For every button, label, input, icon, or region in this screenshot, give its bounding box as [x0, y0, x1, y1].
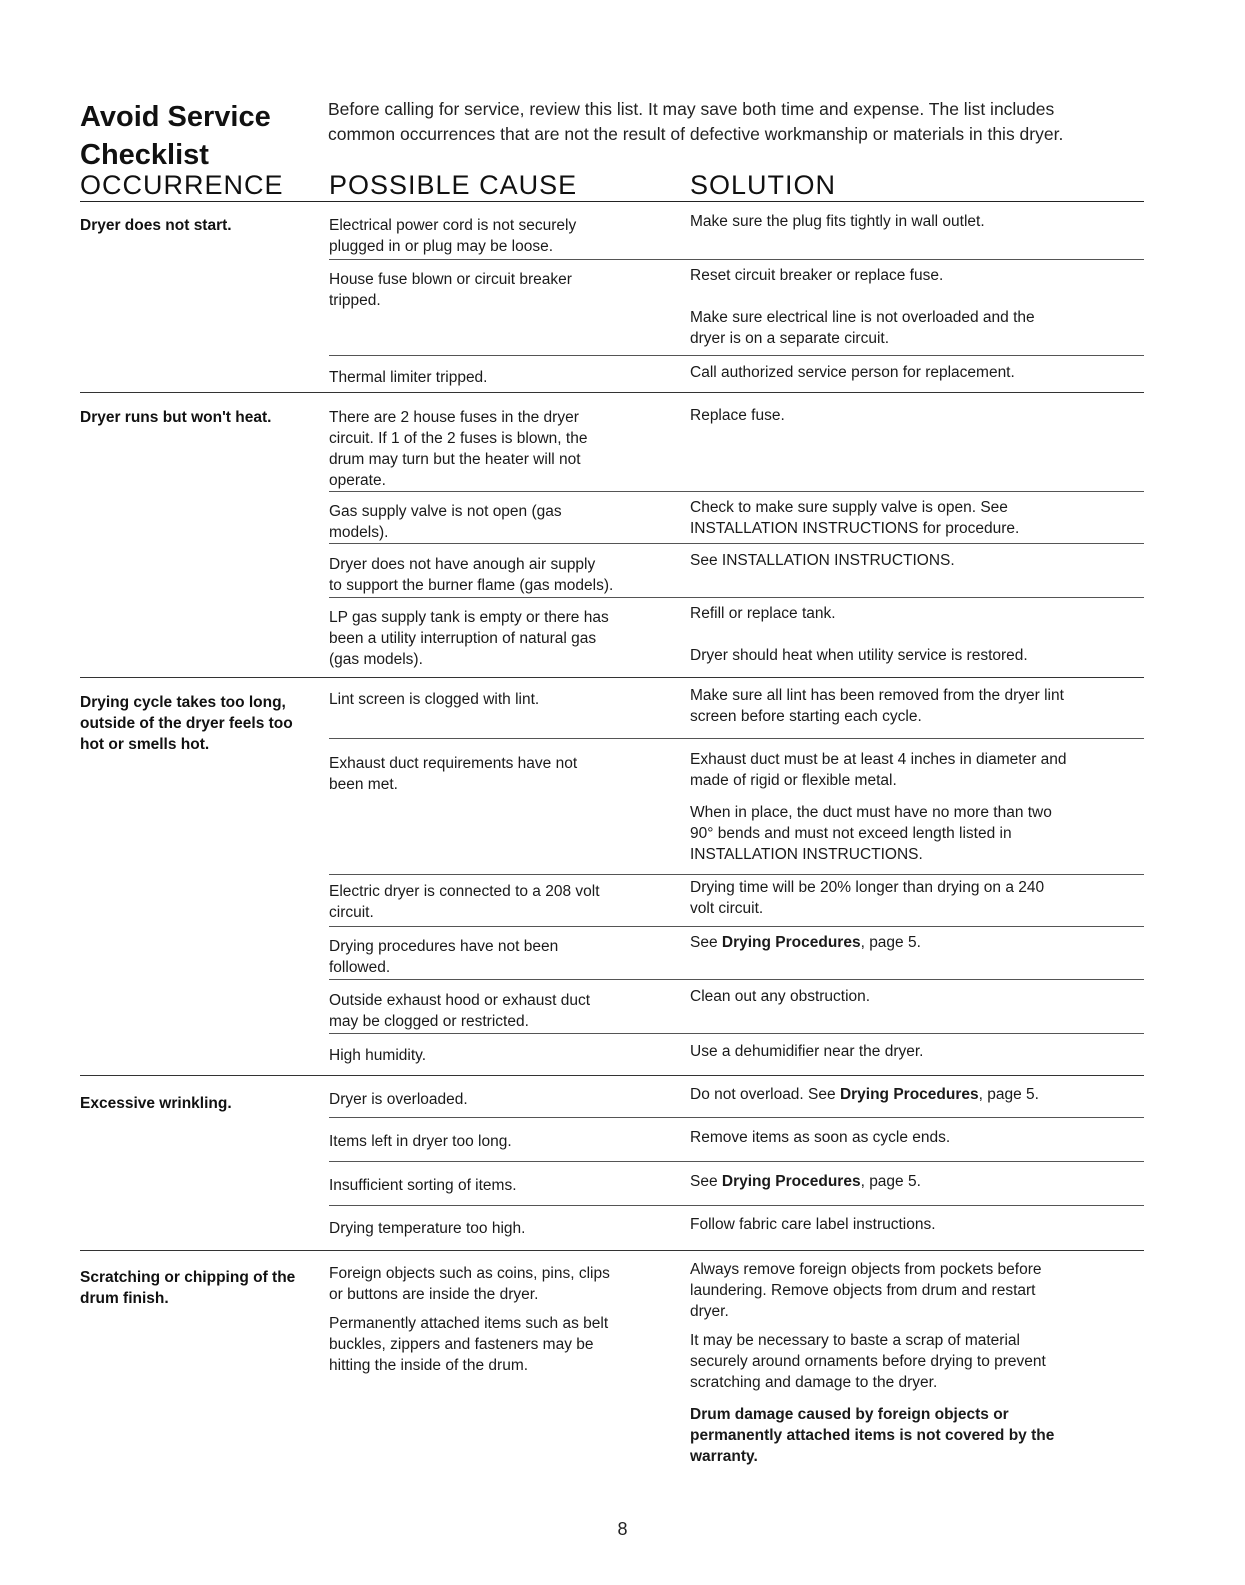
drying-procedures-ref: Drying Procedures — [721, 1173, 861, 1190]
section-divider — [80, 677, 1144, 678]
solution-longer-drying: Drying time will be 20% longer than drying on a 240 volt circuit. — [690, 879, 1045, 917]
row-divider — [329, 1117, 1144, 1118]
cause-house-fuses: There are 2 house fuses in the dryer circuit. If 1 of the 2 fuses is blown, the drum may turn but the heater will not operate. — [329, 409, 588, 489]
solution-see-procedures: See Drying Procedures, page 5. — [690, 934, 921, 951]
solution-plug: Make sure the plug fits tightly in wall outlet. — [690, 213, 985, 230]
intro-line-1: Before calling for service, review this list. It may save both time and expense. The list includes — [328, 99, 1055, 119]
cause-insufficient-sorting: Insufficient sorting of items. — [329, 1177, 517, 1194]
occurrence-no-heat: Dryer runs but won't heat. — [80, 409, 272, 426]
row-divider — [329, 874, 1144, 875]
row-divider — [329, 355, 1144, 356]
solution-do-not-overload: Do not overload. See Drying Procedures, page 5. — [690, 1086, 1039, 1103]
cause-overloaded: Dryer is overloaded. — [329, 1091, 468, 1108]
intro-line-2: common occurrences that are not the result of defective workmanship or materials in this dryer. — [328, 124, 1064, 144]
occurrence-drying-too-long: Drying cycle takes too long, outside of the dryer feels too hot or smells hot. — [80, 694, 293, 753]
solution-remove-lint: Make sure all lint has been removed from the dryer lint screen before starting each cycle. — [690, 687, 1064, 725]
drying-procedures-ref: Drying Procedures — [839, 1086, 979, 1103]
cause-lint-screen: Lint screen is clogged with lint. — [329, 691, 540, 708]
cause-air-supply: Dryer does not have anough air supply to support the burner flame (gas models). — [329, 556, 614, 594]
cause-temperature-high: Drying temperature too high. — [329, 1220, 526, 1237]
solution-check-valve: Check to make sure supply valve is open. See INSTALLATION INSTRUCTIONS for procedure. — [690, 499, 1020, 537]
row-divider — [329, 738, 1144, 739]
title-line-1: Avoid Service — [80, 101, 271, 133]
solution-replace-fuse: Replace fuse. — [690, 407, 785, 424]
cause-exhaust-clogged: Outside exhaust hood or exhaust duct may be clogged or restricted. — [329, 992, 591, 1030]
row-divider — [329, 1205, 1144, 1206]
header-rule — [80, 201, 1144, 202]
drying-procedures-ref: Drying Procedures — [721, 934, 861, 951]
cause-procedures-not-followed: Drying procedures have not been followed. — [329, 938, 559, 976]
row-divider — [329, 259, 1144, 260]
solution-fabric-label: Follow fabric care label instructions. — [690, 1216, 936, 1233]
solution-see-installation: See INSTALLATION INSTRUCTIONS. — [690, 552, 955, 569]
solution-duct-bends: When in place, the duct must have no more than two 90° bends and must not exceed length listed in INSTALLATION INSTRUCTIONS. — [690, 804, 1052, 863]
solution-utility-restored: Dryer should heat when utility service is restored. — [690, 647, 1028, 664]
header-solution: SOLUTION — [690, 170, 837, 200]
solution-duct-diameter: Exhaust duct must be at least 4 inches in diameter and made of rigid or flexible metal. — [690, 751, 1067, 789]
header-occurrence: OCCURRENCE — [80, 170, 284, 200]
warranty-note: Drum damage caused by foreign objects or permanently attached items is not covered by the warranty. — [690, 1406, 1055, 1465]
cause-foreign-objects: Foreign objects such as coins, pins, clips or buttons are inside the dryer. — [329, 1265, 610, 1303]
cause-items-left-long: Items left in dryer too long. — [329, 1133, 512, 1150]
header-possible-cause: POSSIBLE CAUSE — [329, 170, 578, 200]
solution-electrical-line: Make sure electrical line is not overloaded and the dryer is on a separate circuit. — [690, 309, 1035, 347]
row-divider — [329, 597, 1144, 598]
cause-208-volt: Electric dryer is connected to a 208 volt circuit. — [329, 883, 600, 921]
occurrence-scratching: Scratching or chipping of the drum finish. — [80, 1269, 296, 1307]
cause-attached-items: Permanently attached items such as belt buckles, zippers and fasteners may be hitting the inside of the drum. — [329, 1315, 609, 1374]
solution-clean-obstruction: Clean out any obstruction. — [690, 988, 871, 1005]
row-divider — [329, 1161, 1144, 1162]
solution-remove-items: Remove items as soon as cycle ends. — [690, 1129, 951, 1146]
occurrence-wrinkling: Excessive wrinkling. — [80, 1095, 232, 1112]
row-divider — [329, 979, 1144, 980]
row-divider — [329, 491, 1144, 492]
cause-lp-tank: LP gas supply tank is empty or there has been a utility interruption of natural gas (gas models). — [329, 609, 609, 668]
solution-dehumidifier: Use a dehumidifier near the dryer. — [690, 1043, 924, 1060]
row-divider — [329, 1033, 1144, 1034]
solution-refill-tank: Refill or replace tank. — [690, 605, 836, 622]
cause-gas-valve: Gas supply valve is not open (gas models). — [329, 503, 562, 541]
page-number: 8 — [617, 1519, 628, 1539]
cause-high-humidity: High humidity. — [329, 1047, 427, 1064]
intro-text — [328, 97, 1148, 147]
section-divider — [80, 1075, 1144, 1076]
row-divider — [329, 926, 1144, 927]
cause-power-cord: Electrical power cord is not securely plugged in or plug may be loose. — [329, 217, 577, 255]
solution-baste-scrap: It may be necessary to baste a scrap of material securely around ornaments before drying to prevent scratching and damage to the dryer. — [690, 1332, 1046, 1391]
solution-reset-breaker: Reset circuit breaker or replace fuse. — [690, 267, 944, 284]
solution-remove-foreign-objects: Always remove foreign objects from pockets before laundering. Remove objects from drum and restart dryer. — [690, 1261, 1042, 1320]
solution-see-procedures-2: See Drying Procedures, page 5. — [690, 1173, 921, 1190]
cause-exhaust-duct: Exhaust duct requirements have not been met. — [329, 755, 578, 793]
cause-house-fuse: House fuse blown or circuit breaker tripped. — [329, 271, 572, 309]
section-divider — [80, 1250, 1144, 1251]
solution-call-service: Call authorized service person for replacement. — [690, 364, 1015, 381]
page-title — [80, 98, 271, 174]
section-divider — [80, 392, 1144, 393]
cause-thermal-limiter: Thermal limiter tripped. — [329, 369, 488, 386]
row-divider — [329, 543, 1144, 544]
title-line-2: Checklist — [80, 139, 209, 171]
occurrence-dryer-not-start: Dryer does not start. — [80, 217, 232, 234]
